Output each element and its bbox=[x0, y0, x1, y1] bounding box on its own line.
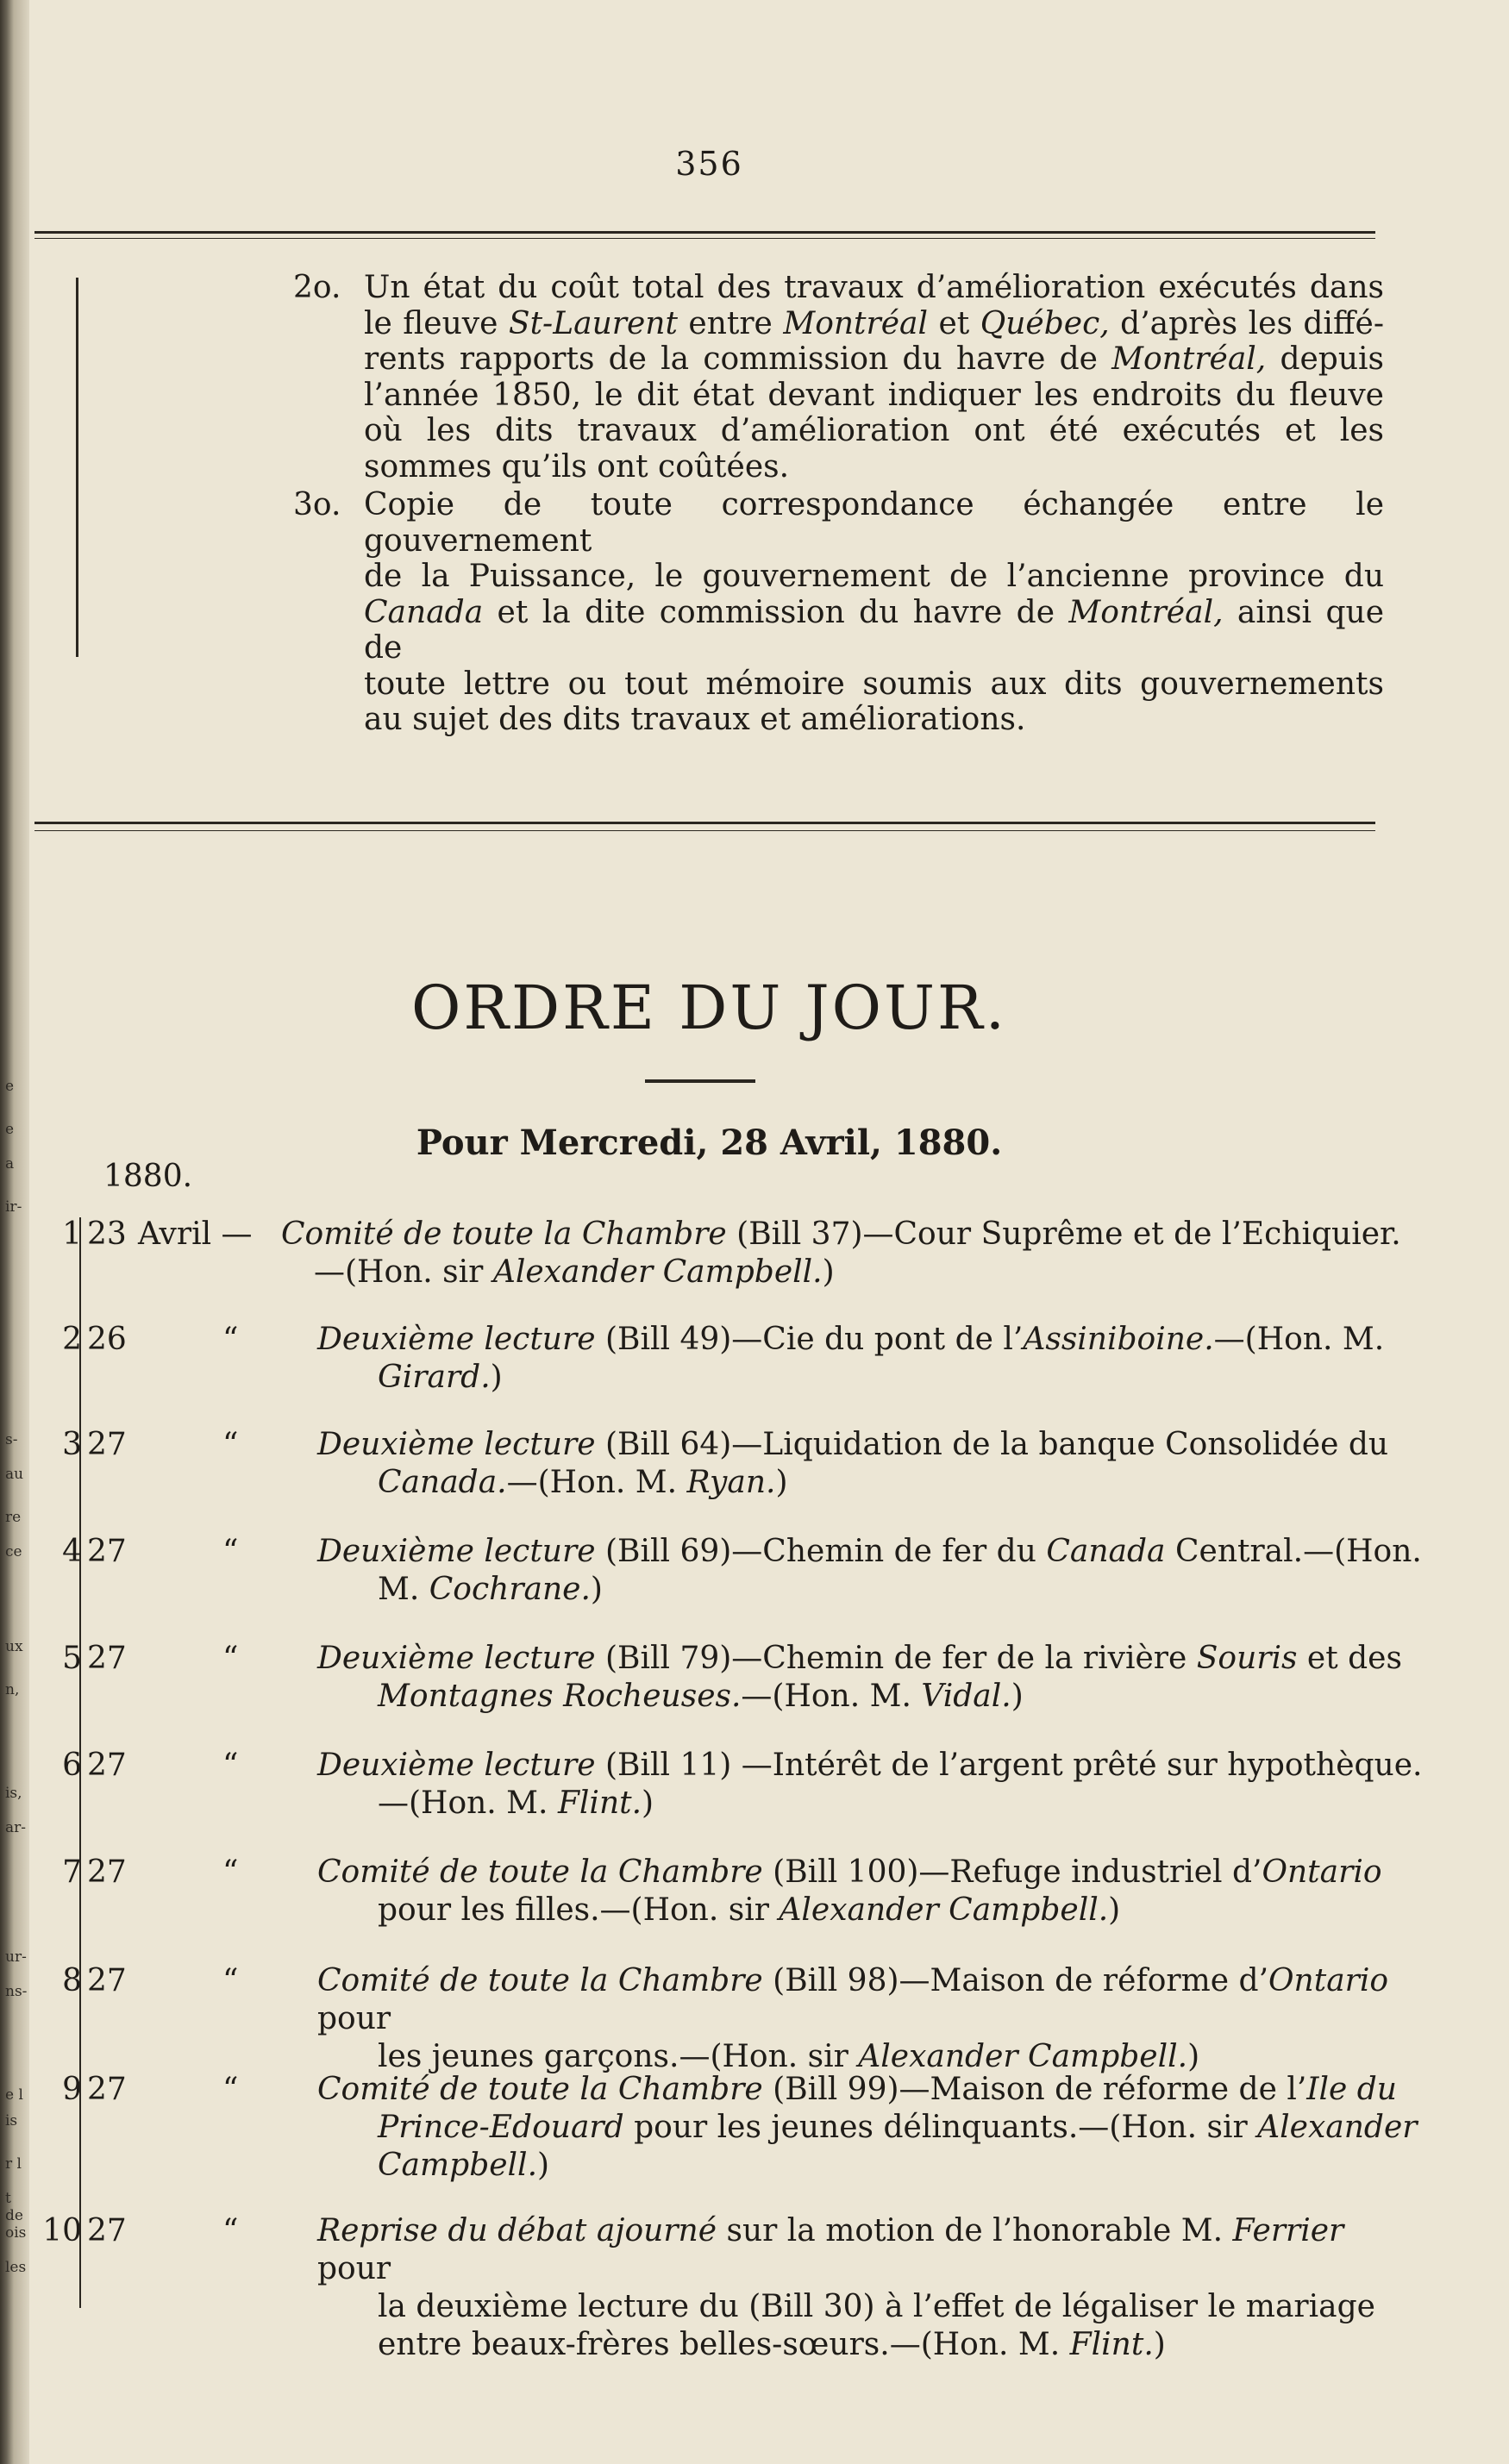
agenda-item-line bbox=[283, 2326, 1423, 2364]
paragraph-line bbox=[293, 413, 1384, 449]
agenda-item-day: 26 bbox=[87, 1322, 127, 1357]
text-run: M. bbox=[378, 1572, 429, 1607]
agenda-item-text bbox=[283, 1747, 1423, 1823]
paragraph-3o bbox=[293, 487, 1384, 738]
text-run: pour les filles.—(Hon. sir bbox=[378, 1892, 780, 1928]
text-run: —(Hon. sir bbox=[314, 1254, 493, 1290]
margin-fragment: ar- bbox=[5, 1819, 27, 1836]
agenda-item-text bbox=[283, 1216, 1423, 1291]
italic-run: Montréal, bbox=[1111, 341, 1267, 377]
italic-run: Alexander bbox=[1257, 2110, 1418, 2145]
italic-run: Ontario bbox=[1262, 1854, 1382, 1890]
italic-run: Comité de toute la Chambre bbox=[317, 2072, 763, 2107]
paragraph-line-text bbox=[364, 702, 1025, 737]
text-run: ) bbox=[490, 1360, 503, 1395]
text-run: ) bbox=[1187, 2039, 1200, 2074]
agenda-item-number: 1 bbox=[62, 1216, 82, 1252]
italic-run: Deuxième lecture bbox=[317, 1534, 596, 1569]
agenda-item-day: 27 bbox=[87, 1748, 127, 1783]
italic-run: Ryan. bbox=[686, 1465, 776, 1500]
text-run: —(Hon. M. bbox=[378, 1785, 558, 1821]
agenda-item-number: 9 bbox=[62, 2072, 82, 2107]
italic-run: Alexander Campbell. bbox=[779, 1892, 1109, 1928]
agenda-item-day: 27 bbox=[87, 2072, 127, 2107]
agenda-item-line bbox=[283, 1962, 1423, 2038]
text-run: (Bill 49)—Cie du pont de l’ bbox=[595, 1322, 1024, 1357]
agenda-item-month: “ bbox=[222, 1963, 239, 1998]
agenda-item-text bbox=[283, 1533, 1423, 1609]
italic-run: Alexander Campbell. bbox=[492, 1254, 823, 1290]
paragraph-line bbox=[293, 449, 1384, 485]
agenda-item-line bbox=[283, 1640, 1423, 1678]
agenda-item-number: 8 bbox=[62, 1963, 82, 1998]
text-run: ) bbox=[1011, 1679, 1024, 1714]
agenda-item-line bbox=[283, 2071, 1423, 2109]
text-run: ) bbox=[537, 2148, 550, 2183]
agenda-item-day: 27 bbox=[87, 1427, 127, 1462]
italic-run: Canada bbox=[1046, 1534, 1166, 1569]
text-run: où les dits travaux d’amélioration ont été exécutés et les bbox=[364, 413, 1384, 448]
italic-run: Prince-Edouard bbox=[378, 2110, 624, 2145]
italic-run: Ile du bbox=[1306, 2072, 1397, 2107]
paragraph-2o bbox=[293, 270, 1384, 485]
top-double-rule bbox=[34, 231, 1375, 239]
paragraph-line bbox=[293, 559, 1384, 595]
text-run: sur la motion de l’honorable M. bbox=[717, 2213, 1233, 2248]
agenda-item-day: 27 bbox=[87, 1854, 127, 1890]
italic-run: Cochrane. bbox=[429, 1572, 591, 1607]
text-run: Copie de toute correspondance échangée entre le gouvernement bbox=[364, 487, 1384, 559]
agenda-item-text bbox=[283, 1962, 1423, 2076]
agenda-item-day: 27 bbox=[87, 1534, 127, 1569]
margin-fragment: n, bbox=[5, 1681, 20, 1698]
italic-run: Québec, bbox=[980, 305, 1110, 341]
text-run: (Bill 37)—Cour Suprême et de l’Echiquier. bbox=[726, 1216, 1401, 1252]
agenda-item-month: “ bbox=[222, 1748, 239, 1783]
agenda-item-day: 23 bbox=[87, 1216, 127, 1252]
agenda-item-number: 10 bbox=[42, 2213, 82, 2248]
text-run: ) bbox=[1153, 2327, 1166, 2362]
agenda-item-month: “ bbox=[222, 1534, 239, 1569]
text-run: —(Hon. M. bbox=[1213, 1322, 1385, 1357]
italic-run: Alexander Campbell. bbox=[858, 2039, 1188, 2074]
agenda-item-month: “ bbox=[222, 1854, 239, 1890]
italic-run: Montréal bbox=[783, 305, 929, 341]
text-run: les jeunes garçons.—(Hon. sir bbox=[378, 2039, 859, 2074]
margin-fragment: ois bbox=[5, 2224, 27, 2242]
agenda-item-line bbox=[283, 2212, 1423, 2288]
text-run: toute lettre ou tout mémoire soumis aux dits gouvernements bbox=[364, 666, 1384, 702]
margin-fragment: e bbox=[5, 1078, 15, 1095]
margin-fragment: ux bbox=[5, 1638, 23, 1655]
margin-fragment: a bbox=[5, 1155, 15, 1173]
text-run: et des bbox=[1297, 1641, 1402, 1676]
italic-run: Deuxième lecture bbox=[317, 1427, 596, 1462]
agenda-item-text bbox=[283, 2071, 1423, 2185]
agenda-item-number: 7 bbox=[62, 1854, 82, 1890]
italic-run: Reprise du débat ajourné bbox=[317, 2213, 717, 2248]
paragraph-line-text bbox=[364, 378, 1384, 413]
text-run: —(Hon. M. bbox=[741, 1679, 922, 1714]
text-run: de la Puissance, le gouvernement de l’ancienne province du bbox=[364, 559, 1384, 594]
paragraph-line-text bbox=[364, 413, 1384, 448]
agenda-item-text bbox=[283, 1640, 1423, 1716]
paragraph-line-text bbox=[364, 306, 1384, 341]
agenda-item-text bbox=[283, 2212, 1423, 2364]
agenda-item-month: “ bbox=[222, 1641, 239, 1676]
text-run: ) bbox=[590, 1572, 603, 1607]
agenda-item-day: 27 bbox=[87, 2213, 127, 2248]
agenda-date-heading: Pour Mercredi, 28 Avril, 1880. bbox=[416, 1123, 1003, 1163]
text-run: la deuxième lecture du (Bill 30) à l’effet de légaliser le mariage bbox=[378, 2289, 1375, 2324]
paragraph-line-text bbox=[364, 270, 1384, 305]
agenda-item-line bbox=[283, 1892, 1423, 1929]
text-run: ) bbox=[775, 1465, 788, 1500]
paragraph-number: 2o. bbox=[293, 270, 341, 305]
text-run: ) bbox=[822, 1254, 835, 1290]
text-run: depuis bbox=[1266, 341, 1385, 377]
margin-fragment: les bbox=[5, 2259, 27, 2276]
italic-run: Girard. bbox=[378, 1360, 491, 1395]
agenda-item-text bbox=[283, 1854, 1423, 1929]
agenda-item-line bbox=[283, 1678, 1423, 1716]
margin-fragment: ir- bbox=[5, 1198, 22, 1216]
text-run: sommes qu’ils ont coûtées. bbox=[364, 448, 790, 485]
agenda-item-line bbox=[283, 2147, 1423, 2185]
paragraph-line-text bbox=[364, 449, 789, 485]
italic-run: Vidal. bbox=[921, 1679, 1011, 1714]
margin-fragment: au bbox=[5, 1466, 24, 1483]
italic-run: Montagnes Rocheuses. bbox=[378, 1679, 742, 1714]
text-run: l’année 1850, le dit état devant indiquer les endroits du fleuve bbox=[364, 377, 1384, 413]
italic-run: Campbell. bbox=[378, 2148, 538, 2183]
text-run: pour bbox=[317, 2001, 391, 2036]
text-run: et bbox=[928, 305, 980, 341]
italic-run: Comité de toute la Chambre bbox=[317, 1963, 763, 1998]
margin-fragment: s- bbox=[5, 1431, 18, 1448]
agenda-item-line bbox=[283, 1785, 1423, 1823]
paragraph-line bbox=[293, 270, 1384, 306]
paragraph-line-text bbox=[364, 595, 1384, 666]
italic-run: Deuxième lecture bbox=[317, 1322, 596, 1357]
paragraph-line-text bbox=[364, 487, 1384, 559]
text-run: d’après les diffé- bbox=[1109, 305, 1384, 341]
text-run: le fleuve bbox=[364, 305, 509, 341]
italic-run: Assiniboine. bbox=[1023, 1322, 1214, 1357]
paragraph-line bbox=[293, 306, 1384, 342]
agenda-item-line bbox=[283, 2109, 1423, 2147]
paragraph-line bbox=[293, 487, 1384, 559]
text-run: ) bbox=[642, 1785, 654, 1821]
title-underline bbox=[645, 1079, 755, 1083]
text-run: au sujet des dits travaux et améliorations. bbox=[364, 702, 1026, 737]
agenda-item-month: “ bbox=[222, 2072, 239, 2107]
text-run: ) bbox=[1108, 1892, 1121, 1928]
italic-run: Comité de toute la Chambre bbox=[281, 1216, 727, 1252]
text-run: pour les jeunes délinquants.—(Hon. sir bbox=[623, 2110, 1258, 2145]
agenda-item-line bbox=[283, 1464, 1423, 1502]
page-binding-edge bbox=[0, 0, 29, 2464]
text-run: (Bill 64)—Liquidation de la banque Consolidée du bbox=[595, 1427, 1389, 1462]
italic-run: Souris bbox=[1196, 1641, 1298, 1676]
text-run: entre bbox=[677, 305, 784, 341]
text-run: (Bill 99)—Maison de réforme de l’ bbox=[762, 2072, 1307, 2107]
text-run: Un état du coût total des travaux d’amélioration exécutés dans bbox=[364, 270, 1384, 305]
agenda-item-number: 2 bbox=[62, 1322, 82, 1357]
italic-run: St-Laurent bbox=[508, 305, 678, 341]
margin-fragment: t de bbox=[5, 2190, 23, 2224]
paragraph-line bbox=[293, 341, 1384, 378]
agenda-item-number: 3 bbox=[62, 1427, 82, 1462]
text-run: Central.—(Hon. bbox=[1165, 1534, 1422, 1569]
agenda-item-day: 27 bbox=[87, 1641, 127, 1676]
margin-fragment: e l bbox=[5, 2086, 23, 2104]
agenda-item-line bbox=[252, 1216, 1423, 1254]
italic-run: Canada bbox=[364, 594, 484, 630]
text-run: (Bill 98)—Maison de réforme d’ bbox=[762, 1963, 1269, 1998]
agenda-item-line bbox=[283, 1571, 1423, 1609]
section-divider-rule bbox=[34, 822, 1375, 831]
paragraph-number: 3o. bbox=[293, 487, 341, 522]
margin-vertical-bar bbox=[76, 278, 78, 657]
agenda-item-month: “ bbox=[222, 1322, 239, 1357]
agenda-item-line bbox=[283, 1254, 1423, 1291]
agenda-item-number: 6 bbox=[62, 1748, 82, 1783]
agenda-item-month: “ bbox=[222, 1427, 239, 1462]
text-run: (Bill 100)—Refuge industriel d’ bbox=[762, 1854, 1262, 1890]
agenda-item-line bbox=[283, 1321, 1423, 1359]
agenda-item-day: 27 bbox=[87, 1963, 127, 1998]
text-run: (Bill 11) —Intérêt de l’argent prêté sur hypothèque. bbox=[595, 1748, 1423, 1783]
agenda-item-number: 5 bbox=[62, 1641, 82, 1676]
agenda-item-line bbox=[283, 1854, 1423, 1892]
agenda-item-line bbox=[283, 1359, 1423, 1397]
paragraph-line bbox=[293, 702, 1384, 738]
agenda-item-month: “ bbox=[222, 2213, 239, 2248]
agenda-item-line bbox=[283, 1747, 1423, 1785]
agenda-year: 1880. bbox=[103, 1159, 193, 1194]
italic-run: Deuxième lecture bbox=[317, 1641, 596, 1676]
agenda-item-text bbox=[283, 1321, 1423, 1397]
agenda-item-number: 4 bbox=[62, 1534, 82, 1569]
paragraph-line bbox=[293, 595, 1384, 666]
agenda-item-month: Avril — bbox=[138, 1216, 253, 1252]
paragraph-line-text bbox=[364, 666, 1384, 702]
agenda-item-line bbox=[283, 1426, 1423, 1464]
italic-run: Ontario bbox=[1268, 1963, 1389, 1998]
italic-run: Montréal, bbox=[1068, 594, 1224, 630]
italic-run: Flint. bbox=[1069, 2327, 1154, 2362]
text-run: —(Hon. M. bbox=[506, 1465, 687, 1500]
text-run: (Bill 79)—Chemin de fer de la rivière bbox=[595, 1641, 1197, 1676]
text-run: (Bill 69)—Chemin de fer du bbox=[595, 1534, 1047, 1569]
italic-run: Flint. bbox=[557, 1785, 642, 1821]
margin-fragment: is, bbox=[5, 1785, 22, 1802]
margin-fragment: ns- bbox=[5, 1983, 28, 2000]
agenda-item-line bbox=[283, 1533, 1423, 1571]
paragraph-line bbox=[293, 666, 1384, 703]
agenda-item-line bbox=[283, 2288, 1423, 2326]
paragraph-line bbox=[293, 378, 1384, 414]
margin-fragment: is bbox=[5, 2112, 18, 2129]
italic-run: Ferrier bbox=[1232, 2213, 1344, 2248]
text-run: ainsi que de bbox=[364, 594, 1384, 666]
italic-run: Canada. bbox=[378, 1465, 507, 1500]
margin-fragment: r l bbox=[5, 2155, 22, 2173]
italic-run: Comité de toute la Chambre bbox=[317, 1854, 763, 1890]
italic-run: Deuxième lecture bbox=[317, 1748, 596, 1783]
text-run: rents rapports de la commission du havre de bbox=[364, 341, 1112, 377]
margin-fragment: re bbox=[5, 1509, 22, 1526]
page-title: ORDRE DU JOUR. bbox=[410, 972, 1008, 1043]
text-run: entre beaux-frères belles-sœurs.—(Hon. M. bbox=[378, 2327, 1070, 2362]
text-run: pour bbox=[317, 2251, 391, 2286]
margin-fragment: ur- bbox=[5, 1948, 27, 1966]
page-number: 356 bbox=[675, 145, 743, 183]
margin-fragment: ce bbox=[5, 1543, 22, 1560]
text-run: et la dite commission du havre de bbox=[483, 594, 1069, 630]
margin-fragment: e bbox=[5, 1121, 15, 1138]
agenda-item-text bbox=[283, 1426, 1423, 1502]
paragraph-line-text bbox=[364, 559, 1384, 594]
paragraph-line-text bbox=[364, 341, 1384, 377]
